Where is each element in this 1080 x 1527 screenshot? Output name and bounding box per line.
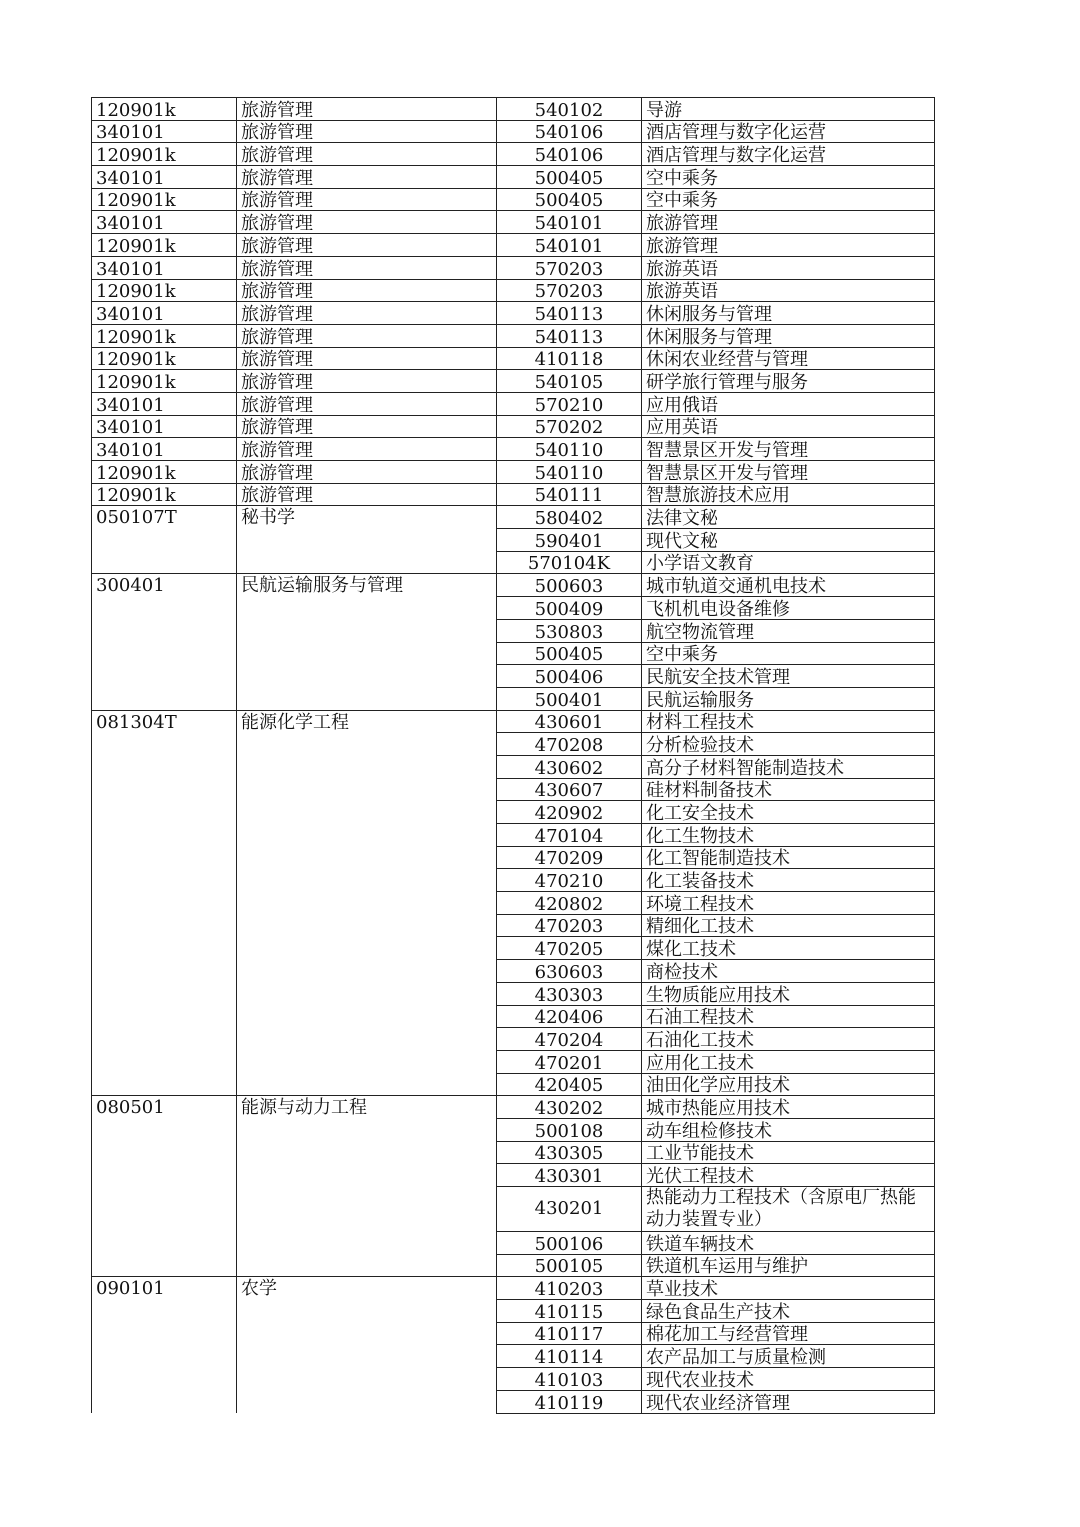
vocational-name-cell: 航空物流管理 bbox=[642, 619, 935, 642]
vocational-name-cell: 石油工程技术 bbox=[642, 1005, 935, 1028]
undergrad-name-cell: 旅游管理 bbox=[237, 279, 497, 302]
undergrad-code-cell: 080501 bbox=[92, 1096, 237, 1277]
vocational-code-cell: 420902 bbox=[497, 801, 642, 824]
vocational-name-cell: 煤化工技术 bbox=[642, 937, 935, 960]
undergrad-name-cell: 旅游管理 bbox=[237, 234, 497, 257]
vocational-code-cell: 410119 bbox=[497, 1390, 642, 1413]
vocational-name-cell: 空中乘务 bbox=[642, 188, 935, 211]
vocational-name-cell: 城市热能应用技术 bbox=[642, 1096, 935, 1119]
vocational-name-cell: 农产品加工与质量检测 bbox=[642, 1345, 935, 1368]
vocational-name-cell: 绿色食品生产技术 bbox=[642, 1300, 935, 1323]
undergrad-name-cell: 旅游管理 bbox=[237, 302, 497, 325]
vocational-code-cell: 500105 bbox=[497, 1254, 642, 1277]
table-row bbox=[92, 710, 935, 733]
undergrad-name-cell: 旅游管理 bbox=[237, 438, 497, 461]
vocational-name-cell: 生物质能应用技术 bbox=[642, 982, 935, 1005]
table-row bbox=[92, 415, 935, 438]
vocational-code-cell: 430202 bbox=[497, 1096, 642, 1119]
vocational-code-cell: 500409 bbox=[497, 597, 642, 620]
vocational-name-cell: 现代文秘 bbox=[642, 529, 935, 552]
vocational-name-cell: 棉花加工与经营管理 bbox=[642, 1322, 935, 1345]
table-row bbox=[92, 234, 935, 257]
vocational-name-cell: 化工装备技术 bbox=[642, 869, 935, 892]
undergrad-name-cell: 旅游管理 bbox=[237, 392, 497, 415]
table-row bbox=[92, 347, 935, 370]
vocational-code-cell: 540101 bbox=[497, 234, 642, 257]
vocational-code-cell: 500406 bbox=[497, 665, 642, 688]
vocational-name-cell: 旅游管理 bbox=[642, 211, 935, 234]
undergrad-name-cell: 旅游管理 bbox=[237, 415, 497, 438]
undergrad-name-cell: 旅游管理 bbox=[237, 188, 497, 211]
undergrad-name-cell: 旅游管理 bbox=[237, 324, 497, 347]
vocational-name-cell: 导游 bbox=[642, 98, 935, 121]
vocational-name-cell: 草业技术 bbox=[642, 1277, 935, 1300]
undergrad-code-cell: 340101 bbox=[92, 302, 237, 325]
undergrad-name-cell: 旅游管理 bbox=[237, 256, 497, 279]
vocational-name-cell: 商检技术 bbox=[642, 960, 935, 983]
table-row bbox=[92, 143, 935, 166]
vocational-name-cell: 现代农业经济管理 bbox=[642, 1390, 935, 1413]
vocational-name-cell: 化工生物技术 bbox=[642, 824, 935, 847]
undergrad-code-cell: 050107T bbox=[92, 506, 237, 574]
vocational-name-cell: 精细化工技术 bbox=[642, 914, 935, 937]
vocational-name-cell: 环境工程技术 bbox=[642, 892, 935, 915]
table-row bbox=[92, 188, 935, 211]
undergrad-name-cell: 秘书学 bbox=[237, 506, 497, 574]
undergrad-code-cell: 340101 bbox=[92, 256, 237, 279]
table-row bbox=[92, 166, 935, 189]
vocational-name-cell: 化工智能制造技术 bbox=[642, 846, 935, 869]
undergrad-name-cell: 旅游管理 bbox=[237, 347, 497, 370]
vocational-name-cell: 智慧景区开发与管理 bbox=[642, 438, 935, 461]
undergrad-name-cell: 旅游管理 bbox=[237, 483, 497, 506]
undergrad-code-cell: 120901k bbox=[92, 324, 237, 347]
table-row bbox=[92, 506, 935, 529]
vocational-name-cell: 硅材料制备技术 bbox=[642, 778, 935, 801]
vocational-name-cell: 应用俄语 bbox=[642, 392, 935, 415]
vocational-code-cell: 580402 bbox=[497, 506, 642, 529]
undergrad-code-cell: 300401 bbox=[92, 574, 237, 710]
vocational-code-cell: 540102 bbox=[497, 98, 642, 121]
undergrad-name-cell: 能源与动力工程 bbox=[237, 1096, 497, 1277]
undergrad-code-cell: 340101 bbox=[92, 166, 237, 189]
undergrad-code-cell: 120901k bbox=[92, 279, 237, 302]
vocational-code-cell: 410103 bbox=[497, 1368, 642, 1391]
vocational-code-cell: 540105 bbox=[497, 370, 642, 393]
vocational-code-cell: 470104 bbox=[497, 824, 642, 847]
vocational-name-cell: 化工安全技术 bbox=[642, 801, 935, 824]
undergrad-code-cell: 120901k bbox=[92, 143, 237, 166]
vocational-code-cell: 500108 bbox=[497, 1118, 642, 1141]
undergrad-name-cell: 旅游管理 bbox=[237, 98, 497, 121]
vocational-code-cell: 530803 bbox=[497, 619, 642, 642]
vocational-code-cell: 540106 bbox=[497, 143, 642, 166]
vocational-name-cell: 旅游英语 bbox=[642, 279, 935, 302]
table-row bbox=[92, 120, 935, 143]
table-row bbox=[92, 574, 935, 597]
vocational-code-cell: 540113 bbox=[497, 324, 642, 347]
vocational-code-cell: 420406 bbox=[497, 1005, 642, 1028]
vocational-name-cell: 分析检验技术 bbox=[642, 733, 935, 756]
vocational-code-cell: 540106 bbox=[497, 120, 642, 143]
vocational-code-cell: 500405 bbox=[497, 188, 642, 211]
table-row bbox=[92, 438, 935, 461]
undergrad-code-cell: 340101 bbox=[92, 120, 237, 143]
vocational-code-cell: 420802 bbox=[497, 892, 642, 915]
vocational-code-cell: 590401 bbox=[497, 529, 642, 552]
table-body bbox=[92, 98, 935, 1414]
vocational-name-cell: 民航运输服务 bbox=[642, 687, 935, 710]
vocational-name-cell: 工业节能技术 bbox=[642, 1141, 935, 1164]
vocational-name-cell: 热能动力工程技术（含原电厂热能动力装置专业） bbox=[642, 1187, 935, 1232]
vocational-name-cell: 民航安全技术管理 bbox=[642, 665, 935, 688]
vocational-name-cell: 高分子材料智能制造技术 bbox=[642, 755, 935, 778]
vocational-code-cell: 540110 bbox=[497, 438, 642, 461]
vocational-code-cell: 430602 bbox=[497, 755, 642, 778]
vocational-code-cell: 540110 bbox=[497, 461, 642, 484]
vocational-name-cell: 法律文秘 bbox=[642, 506, 935, 529]
undergrad-code-cell: 120901k bbox=[92, 347, 237, 370]
vocational-code-cell: 420405 bbox=[497, 1073, 642, 1096]
vocational-name-cell: 现代农业技术 bbox=[642, 1368, 935, 1391]
vocational-name-cell: 材料工程技术 bbox=[642, 710, 935, 733]
undergrad-code-cell: 340101 bbox=[92, 392, 237, 415]
vocational-name-cell: 智慧景区开发与管理 bbox=[642, 461, 935, 484]
undergrad-code-cell: 081304T bbox=[92, 710, 237, 1096]
vocational-code-cell: 470209 bbox=[497, 846, 642, 869]
vocational-name-cell: 城市轨道交通机电技术 bbox=[642, 574, 935, 597]
vocational-code-cell: 500106 bbox=[497, 1232, 642, 1255]
vocational-name-cell: 智慧旅游技术应用 bbox=[642, 483, 935, 506]
undergrad-code-cell: 120901k bbox=[92, 483, 237, 506]
undergrad-code-cell: 120901k bbox=[92, 370, 237, 393]
vocational-name-cell: 飞机机电设备维修 bbox=[642, 597, 935, 620]
undergrad-name-cell: 旅游管理 bbox=[237, 120, 497, 143]
table-row bbox=[92, 370, 935, 393]
vocational-code-cell: 410118 bbox=[497, 347, 642, 370]
undergrad-name-cell: 旅游管理 bbox=[237, 166, 497, 189]
undergrad-name-cell: 民航运输服务与管理 bbox=[237, 574, 497, 710]
vocational-code-cell: 430303 bbox=[497, 982, 642, 1005]
vocational-name-cell: 休闲农业经营与管理 bbox=[642, 347, 935, 370]
undergrad-code-cell: 120901k bbox=[92, 461, 237, 484]
vocational-code-cell: 570203 bbox=[497, 279, 642, 302]
vocational-name-cell: 酒店管理与数字化运营 bbox=[642, 143, 935, 166]
undergrad-code-cell: 090101 bbox=[92, 1277, 237, 1413]
table-row bbox=[92, 256, 935, 279]
vocational-code-cell: 430301 bbox=[497, 1164, 642, 1187]
vocational-name-cell: 动车组检修技术 bbox=[642, 1118, 935, 1141]
table-row bbox=[92, 302, 935, 325]
vocational-code-cell: 430607 bbox=[497, 778, 642, 801]
vocational-name-cell: 酒店管理与数字化运营 bbox=[642, 120, 935, 143]
vocational-name-cell: 休闲服务与管理 bbox=[642, 324, 935, 347]
vocational-name-cell: 空中乘务 bbox=[642, 166, 935, 189]
table-row bbox=[92, 483, 935, 506]
vocational-name-cell: 旅游英语 bbox=[642, 256, 935, 279]
vocational-code-cell: 570202 bbox=[497, 415, 642, 438]
undergrad-code-cell: 120901k bbox=[92, 98, 237, 121]
undergrad-name-cell: 能源化学工程 bbox=[237, 710, 497, 1096]
vocational-code-cell: 410114 bbox=[497, 1345, 642, 1368]
vocational-name-cell: 铁道机车运用与维护 bbox=[642, 1254, 935, 1277]
table-row bbox=[92, 392, 935, 415]
vocational-code-cell: 410203 bbox=[497, 1277, 642, 1300]
vocational-name-cell: 铁道车辆技术 bbox=[642, 1232, 935, 1255]
vocational-name-cell: 小学语文教育 bbox=[642, 551, 935, 574]
table-row bbox=[92, 461, 935, 484]
vocational-code-cell: 570104K bbox=[497, 551, 642, 574]
vocational-code-cell: 500401 bbox=[497, 687, 642, 710]
table-row bbox=[92, 279, 935, 302]
table-row bbox=[92, 324, 935, 347]
vocational-code-cell: 430601 bbox=[497, 710, 642, 733]
vocational-code-cell: 570210 bbox=[497, 392, 642, 415]
vocational-code-cell: 500603 bbox=[497, 574, 642, 597]
vocational-code-cell: 470201 bbox=[497, 1050, 642, 1073]
undergrad-code-cell: 340101 bbox=[92, 415, 237, 438]
vocational-code-cell: 570203 bbox=[497, 256, 642, 279]
vocational-code-cell: 470210 bbox=[497, 869, 642, 892]
undergrad-code-cell: 120901k bbox=[92, 234, 237, 257]
vocational-name-cell: 休闲服务与管理 bbox=[642, 302, 935, 325]
undergrad-code-cell: 120901k bbox=[92, 188, 237, 211]
undergrad-code-cell: 340101 bbox=[92, 211, 237, 234]
undergrad-name-cell: 旅游管理 bbox=[237, 143, 497, 166]
vocational-code-cell: 540111 bbox=[497, 483, 642, 506]
undergrad-name-cell: 旅游管理 bbox=[237, 461, 497, 484]
undergrad-name-cell: 旅游管理 bbox=[237, 370, 497, 393]
vocational-code-cell: 430201 bbox=[497, 1187, 642, 1232]
undergrad-code-cell: 340101 bbox=[92, 438, 237, 461]
vocational-name-cell: 光伏工程技术 bbox=[642, 1164, 935, 1187]
vocational-code-cell: 430305 bbox=[497, 1141, 642, 1164]
undergrad-name-cell: 农学 bbox=[237, 1277, 497, 1413]
vocational-code-cell: 630603 bbox=[497, 960, 642, 983]
vocational-name-cell: 应用英语 bbox=[642, 415, 935, 438]
table-row bbox=[92, 1277, 935, 1300]
vocational-code-cell: 470205 bbox=[497, 937, 642, 960]
vocational-name-cell: 旅游管理 bbox=[642, 234, 935, 257]
vocational-code-cell: 410115 bbox=[497, 1300, 642, 1323]
vocational-code-cell: 540101 bbox=[497, 211, 642, 234]
vocational-name-cell: 应用化工技术 bbox=[642, 1050, 935, 1073]
table-row bbox=[92, 211, 935, 234]
major-correspondence-table bbox=[91, 97, 935, 1414]
table-row bbox=[92, 98, 935, 121]
vocational-code-cell: 410117 bbox=[497, 1322, 642, 1345]
vocational-code-cell: 540113 bbox=[497, 302, 642, 325]
vocational-name-cell: 空中乘务 bbox=[642, 642, 935, 665]
vocational-name-cell: 研学旅行管理与服务 bbox=[642, 370, 935, 393]
vocational-code-cell: 470208 bbox=[497, 733, 642, 756]
undergrad-name-cell: 旅游管理 bbox=[237, 211, 497, 234]
vocational-code-cell: 470204 bbox=[497, 1028, 642, 1051]
vocational-code-cell: 470203 bbox=[497, 914, 642, 937]
table-row bbox=[92, 1096, 935, 1119]
vocational-name-cell: 油田化学应用技术 bbox=[642, 1073, 935, 1096]
vocational-code-cell: 500405 bbox=[497, 166, 642, 189]
vocational-name-cell: 石油化工技术 bbox=[642, 1028, 935, 1051]
vocational-code-cell: 500405 bbox=[497, 642, 642, 665]
